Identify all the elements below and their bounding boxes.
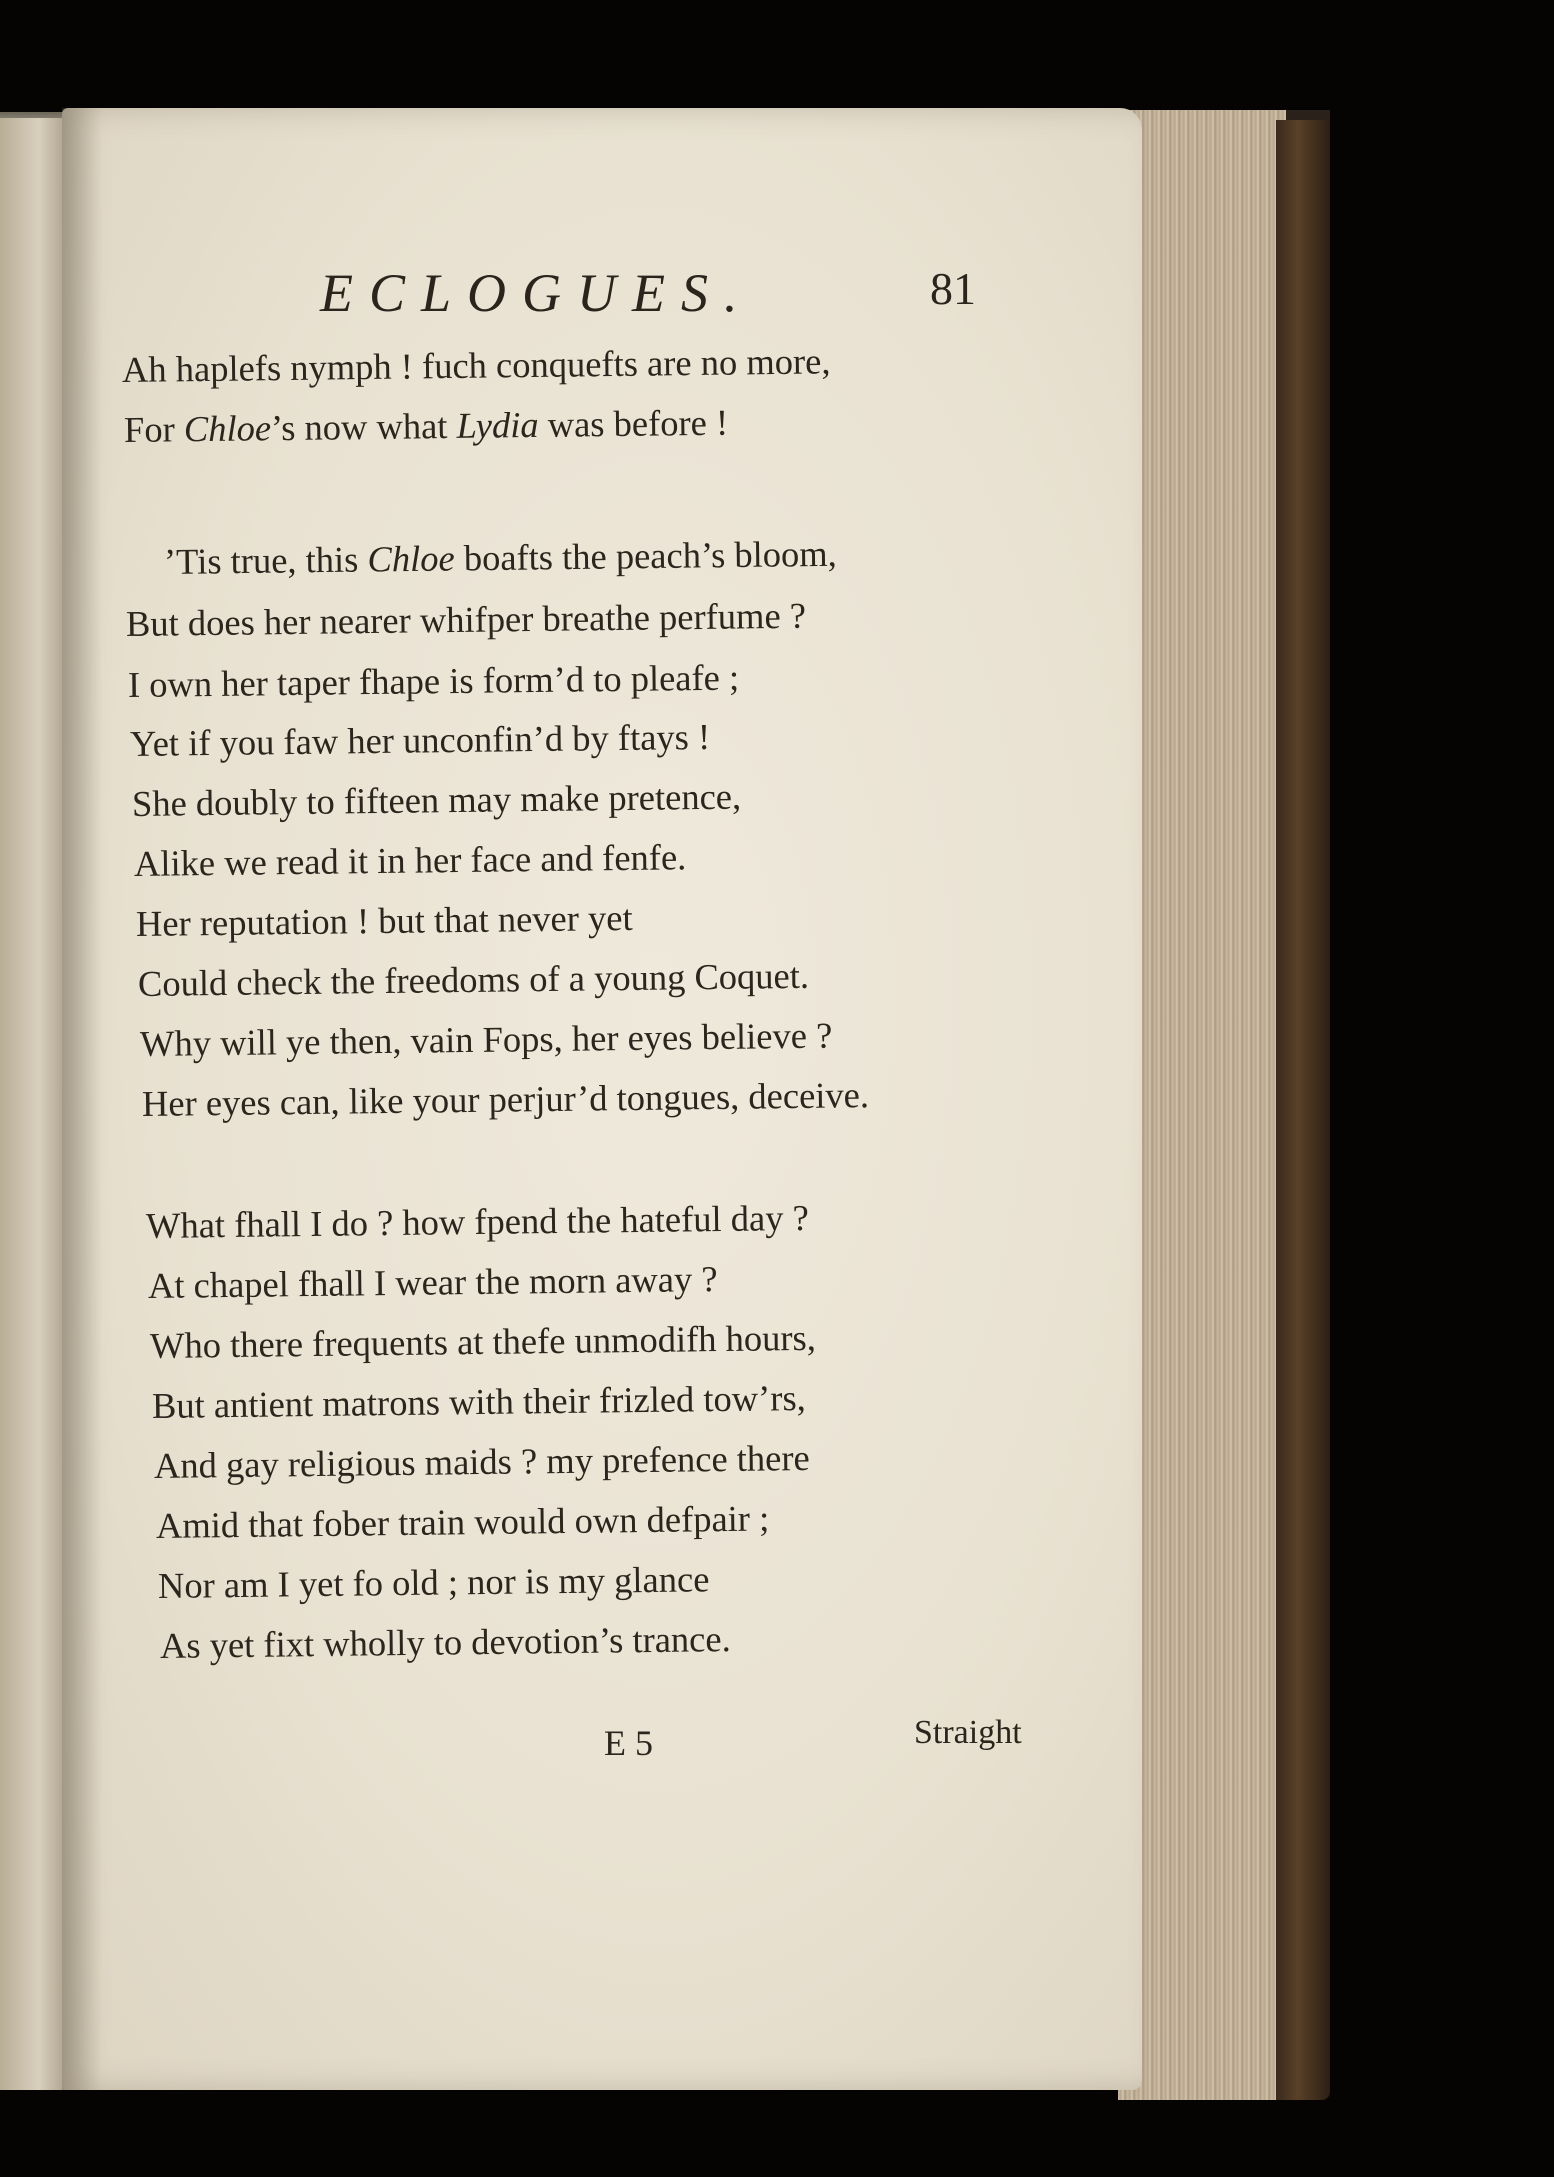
verse-line: But antient matrons with their frizled tow’rs, <box>151 1377 807 1426</box>
catchword: Straight <box>914 1714 1022 1751</box>
verse-line: As yet fixt wholly to devotion’s trance. <box>159 1618 731 1666</box>
verse-line: Who there frequents at thefe unmodifh hours, <box>149 1316 817 1366</box>
verse-line: Her reputation ! but that never yet <box>135 896 633 944</box>
running-head: ECLOGUES. <box>320 263 754 323</box>
verse-line: But does her nearer whifper breathe perfume ? <box>125 594 807 644</box>
facing-page-edge <box>0 118 70 2090</box>
verse-line: Alike we read it in her face and fenfe. <box>133 836 687 884</box>
verse-line: I own her taper fhape is form’d to pleafe ; <box>127 656 740 705</box>
verse-line: Yet if you faw her unconfin’d by ftays ! <box>129 715 711 764</box>
verse-line: And gay religious maids ? my prefence there <box>153 1436 810 1486</box>
signature-mark: E 5 <box>604 1723 653 1763</box>
verse-line: Ah haplefs nymph ! fuch conquefts are no more, <box>121 340 831 390</box>
book-cover-edge <box>1276 120 1330 2100</box>
page-block-edges <box>1118 110 1286 2100</box>
verse-line: Amid that fober train would own defpair ; <box>155 1497 770 1546</box>
verse-line: Why will ye then, vain Fops, her eyes believe ? <box>139 1014 833 1064</box>
verse-line: What fhall I do ? how fpend the hateful day ? <box>145 1196 810 1246</box>
verse-line: For Chloe’s now what Lydia was before ! <box>123 401 729 450</box>
page-number: 81 <box>930 263 976 314</box>
verse-line: Her eyes can, like your perjur’d tongues, deceive. <box>141 1074 870 1124</box>
gutter-shadow <box>62 108 102 2090</box>
verse-line: She doubly to fifteen may make pretence, <box>131 775 742 824</box>
verse-line: Could check the freedoms of a young Coquet. <box>137 954 810 1004</box>
verse-line: ’Tis true, this Chloe boafts the peach’s bloom, <box>163 532 838 582</box>
verse-line: Nor am I yet fo old ; nor is my glance <box>157 1558 710 1606</box>
verse-line: At chapel fhall I wear the morn away ? <box>147 1258 718 1306</box>
